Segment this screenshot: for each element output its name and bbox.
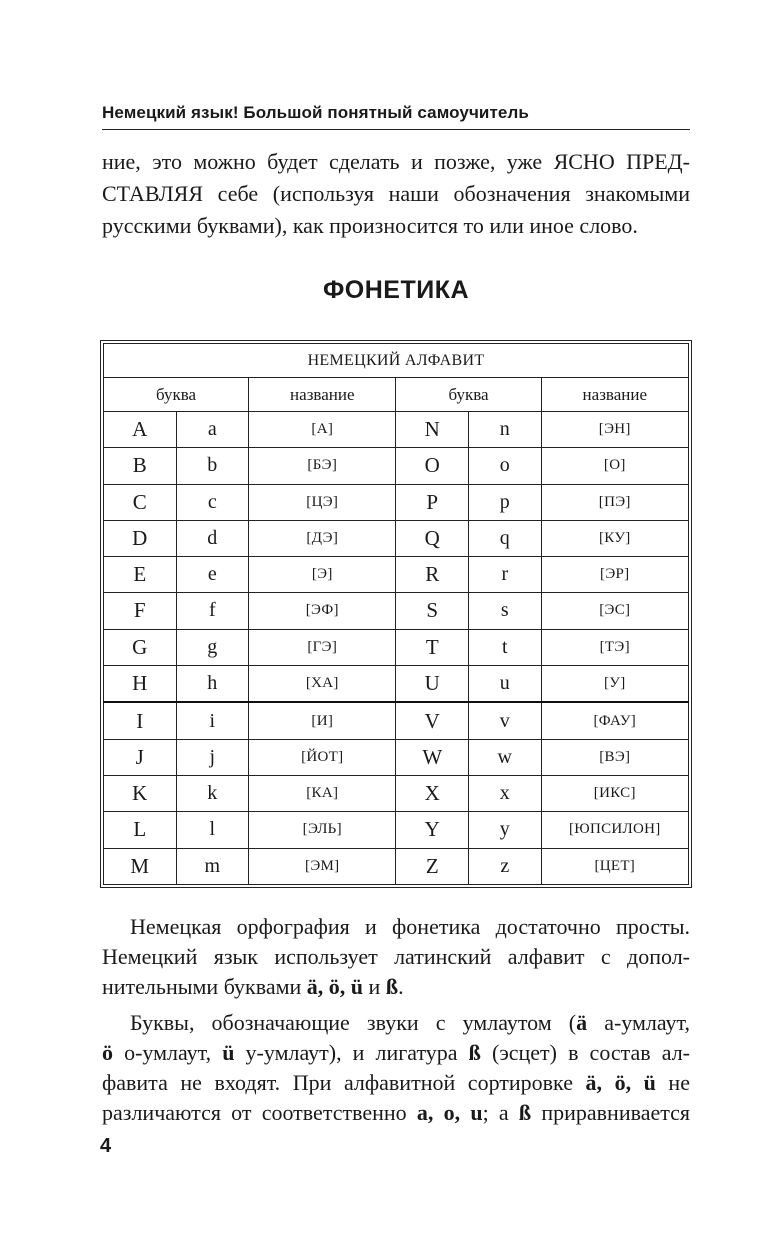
- bold-letters: ä: [576, 1010, 588, 1035]
- alphabet-row: [104, 593, 689, 629]
- column-header-name: название: [249, 378, 396, 412]
- alphabet-row: [104, 484, 689, 520]
- alphabet-table-frame: [100, 340, 692, 888]
- alphabet-table: [103, 343, 689, 885]
- uppercase-letter: G: [104, 629, 177, 665]
- intro-line: ние, это можно будет сделать и позже, уже ЯСНО ПРЕД-: [102, 149, 690, 174]
- bold-letters: a, o, u: [416, 1100, 483, 1125]
- alphabet-row: [104, 702, 689, 739]
- uppercase-letter: Y: [396, 812, 469, 848]
- lowercase-letter: g: [176, 629, 249, 665]
- uppercase-letter: W: [396, 739, 469, 775]
- letter-name: [Э]: [249, 557, 396, 593]
- uppercase-letter: H: [104, 665, 177, 702]
- uppercase-letter: J: [104, 739, 177, 775]
- text-run: фавита не входят. При алфавитной сортировке: [102, 1070, 586, 1095]
- letter-name: [У]: [541, 665, 688, 702]
- uppercase-letter: K: [104, 776, 177, 812]
- body-line: [102, 942, 690, 972]
- lowercase-letter: a: [176, 412, 249, 448]
- letter-name: [ЙОТ]: [249, 739, 396, 775]
- letter-name: [ЭР]: [541, 557, 688, 593]
- lowercase-letter: t: [469, 629, 542, 665]
- uppercase-letter: I: [104, 702, 177, 739]
- text-run: ; а: [482, 1100, 519, 1125]
- letter-name: [ИКС]: [541, 776, 688, 812]
- lowercase-letter: e: [176, 557, 249, 593]
- intro-paragraph: [102, 146, 690, 242]
- lowercase-letter: v: [469, 702, 542, 739]
- alphabet-row: [104, 412, 689, 448]
- text-run: у-умлаут), и лигатура: [234, 1040, 469, 1065]
- section-title: ФОНЕТИКА: [322, 276, 470, 304]
- page-number: 4: [100, 1135, 112, 1157]
- lowercase-letter: h: [176, 665, 249, 702]
- uppercase-letter: C: [104, 484, 177, 520]
- lowercase-letter: r: [469, 557, 542, 593]
- body-line: [102, 1068, 690, 1098]
- text-run: Буквы, обозначающие звуки с умлаутом (: [130, 1010, 577, 1035]
- bold-letters: ä, ö, ü: [306, 974, 364, 999]
- letter-name: [О]: [541, 448, 688, 484]
- lowercase-letter: n: [469, 412, 542, 448]
- body-line: [102, 912, 690, 942]
- text-run: (эсцет) в состав ал-: [480, 1040, 691, 1065]
- letter-name: [ЭМ]: [249, 848, 396, 884]
- letter-name: [ХА]: [249, 665, 396, 702]
- lowercase-letter: j: [176, 739, 249, 775]
- letter-name: [ЭН]: [541, 412, 688, 448]
- intro-line: русскими буквами), как произносится то или иное слово.: [102, 213, 638, 238]
- letter-name: [ЭФ]: [249, 593, 396, 629]
- lowercase-letter: s: [469, 593, 542, 629]
- alphabet-row: [104, 629, 689, 665]
- uppercase-letter: B: [104, 448, 177, 484]
- text-run: .: [398, 974, 404, 999]
- letter-name: [ПЭ]: [541, 484, 688, 520]
- lowercase-letter: o: [469, 448, 542, 484]
- bold-letters: ß: [385, 974, 399, 999]
- letter-name: [И]: [249, 702, 396, 739]
- lowercase-letter: d: [176, 520, 249, 556]
- lowercase-letter: x: [469, 776, 542, 812]
- letter-name: [БЭ]: [249, 448, 396, 484]
- lowercase-letter: y: [469, 812, 542, 848]
- bold-letters: ä, ö, ü: [585, 1070, 656, 1095]
- lowercase-letter: w: [469, 739, 542, 775]
- alphabet-row: [104, 557, 689, 593]
- text-run: Немецкий язык использует латинский алфавит с допол-: [102, 944, 690, 969]
- letter-name: [ДЭ]: [249, 520, 396, 556]
- uppercase-letter: R: [396, 557, 469, 593]
- text-run: различаются от соответственно: [102, 1100, 417, 1125]
- text-run: о-умлаут,: [113, 1040, 223, 1065]
- uppercase-letter: A: [104, 412, 177, 448]
- intro-line: СТАВЛЯЯ себе (используя наши обозначения знакомыми: [102, 181, 690, 206]
- lowercase-letter: b: [176, 448, 249, 484]
- uppercase-letter: D: [104, 520, 177, 556]
- body-line: [102, 972, 690, 1002]
- uppercase-letter: P: [396, 484, 469, 520]
- bold-letters: ü: [222, 1040, 235, 1065]
- lowercase-letter: q: [469, 520, 542, 556]
- body-line: [102, 1098, 690, 1128]
- uppercase-letter: S: [396, 593, 469, 629]
- alphabet-row: [104, 848, 689, 884]
- alphabet-row: [104, 520, 689, 556]
- letter-name: [КА]: [249, 776, 396, 812]
- alphabet-row: [104, 665, 689, 702]
- uppercase-letter: M: [104, 848, 177, 884]
- letter-name: [ЮПСИЛОН]: [541, 812, 688, 848]
- uppercase-letter: X: [396, 776, 469, 812]
- lowercase-letter: c: [176, 484, 249, 520]
- lowercase-letter: m: [176, 848, 249, 884]
- lowercase-letter: p: [469, 484, 542, 520]
- uppercase-letter: V: [396, 702, 469, 739]
- bold-letters: ö: [102, 1040, 113, 1065]
- text-run: нительными буквами: [102, 974, 307, 999]
- letter-name: [ЭЛЬ]: [249, 812, 396, 848]
- letter-name: [ТЭ]: [541, 629, 688, 665]
- uppercase-letter: Z: [396, 848, 469, 884]
- running-header: Немецкий язык! Большой понятный самоучитель: [102, 103, 690, 130]
- column-header-letter: буква: [104, 378, 249, 412]
- bold-letters: ß: [468, 1040, 481, 1065]
- text-run: Немецкая орфография и фонетика достаточно просты.: [130, 914, 690, 939]
- uppercase-letter: E: [104, 557, 177, 593]
- lowercase-letter: k: [176, 776, 249, 812]
- lowercase-letter: l: [176, 812, 249, 848]
- lowercase-letter: z: [469, 848, 542, 884]
- letter-name: [ГЭ]: [249, 629, 396, 665]
- uppercase-letter: T: [396, 629, 469, 665]
- alphabet-row: [104, 739, 689, 775]
- text-run: а-умлаут,: [587, 1010, 690, 1035]
- text-run: не: [655, 1070, 690, 1095]
- bold-letters: ß: [518, 1100, 532, 1125]
- body-line: [102, 1008, 690, 1038]
- letter-name: [ФАУ]: [541, 702, 688, 739]
- text-run: и: [363, 974, 386, 999]
- letter-name: [ВЭ]: [541, 739, 688, 775]
- alphabet-row: [104, 448, 689, 484]
- alphabet-table-body: [104, 412, 689, 885]
- letter-name: [ЦЕТ]: [541, 848, 688, 884]
- uppercase-letter: O: [396, 448, 469, 484]
- table-caption: НЕМЕЦКИЙ АЛФАВИТ: [104, 344, 689, 378]
- uppercase-letter: U: [396, 665, 469, 702]
- column-header-name: название: [541, 378, 688, 412]
- uppercase-letter: L: [104, 812, 177, 848]
- letter-name: [КУ]: [541, 520, 688, 556]
- text-run: приравнивается: [531, 1100, 690, 1125]
- body-paragraphs: [102, 912, 690, 1128]
- uppercase-letter: N: [396, 412, 469, 448]
- alphabet-row: [104, 812, 689, 848]
- letter-name: [ЦЭ]: [249, 484, 396, 520]
- alphabet-row: [104, 776, 689, 812]
- lowercase-letter: i: [176, 702, 249, 739]
- body-line: [102, 1038, 690, 1068]
- lowercase-letter: f: [176, 593, 249, 629]
- uppercase-letter: Q: [396, 520, 469, 556]
- column-header-letter: буква: [396, 378, 541, 412]
- uppercase-letter: F: [104, 593, 177, 629]
- letter-name: [А]: [249, 412, 396, 448]
- letter-name: [ЭС]: [541, 593, 688, 629]
- lowercase-letter: u: [469, 665, 542, 702]
